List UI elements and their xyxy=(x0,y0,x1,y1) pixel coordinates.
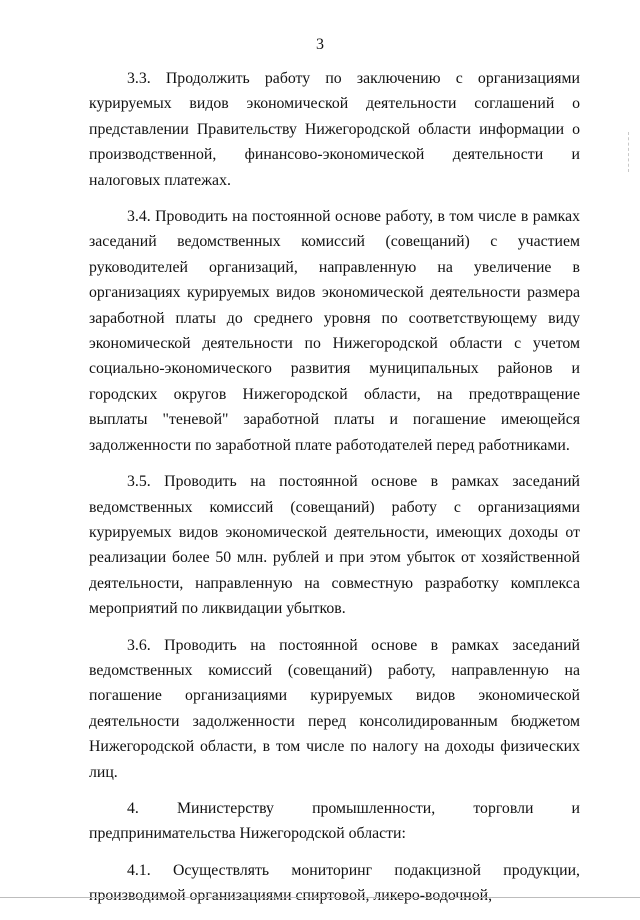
scan-edge-mark xyxy=(628,132,633,172)
paragraph-3-5: 3.5. Проводить на постоянной основе в рамках заседаний ведомственных комиссий (совещаний) работу с организациями курируемых видов экономической деятельности, имеющих доходы от реализации более 50 млн. рублей и при этом убыток от хозяйственной деятельности, направленную на совместную разработку комплекса мероприятий по ликвидации убытков. xyxy=(89,473,580,618)
paragraph-3-6: 3.6. Проводить на постоянной основе в рамках заседаний ведомственных комиссий (совещаний) работу, направленную на погашение организациями курируемых видов экономической деятельности задолженности перед консолидированным бюджетом Нижегородской области, в том числе по налогу на доходы физических лиц. xyxy=(89,636,580,781)
page-number: 3 xyxy=(316,36,324,53)
scan-bottom-edge xyxy=(0,897,640,898)
paragraph-3-4: 3.4. Проводить на постоянной основе работу, в том числе в рамках заседаний ведомственных комиссий (совещаний) с участием руководителей организаций, направленную на увеличение в организациях курируемых видов экономической деятельности размера заработной платы до среднего уровня по соответствующему виду экономической деятельности по Нижегородской области с учетом социально-экономического развития муниципальных районов и городских округов Нижегородской области, на предотвращение выплаты "теневой" заработной платы и погашение имеющейся задолженности по заработной плате работодателей перед работниками. xyxy=(89,208,580,454)
paragraph-4: 4. Министерству промышленности, торговли и предпринимательства Нижегородской области: xyxy=(89,799,580,843)
paragraph-4-1: 4.1. Осуществлять мониторинг подакцизной продукции, производимой организациями спиртовой, ликеро-водочной, xyxy=(89,861,580,905)
paragraph-3-3: 3.3. Продолжить работу по заключению с организациями курируемых видов экономической деятельности соглашений о представлении Правительству Нижегородской области информации о производственной, финансово-экономической деятельности и налоговых платежах. xyxy=(89,70,580,189)
document-body xyxy=(89,66,580,920)
